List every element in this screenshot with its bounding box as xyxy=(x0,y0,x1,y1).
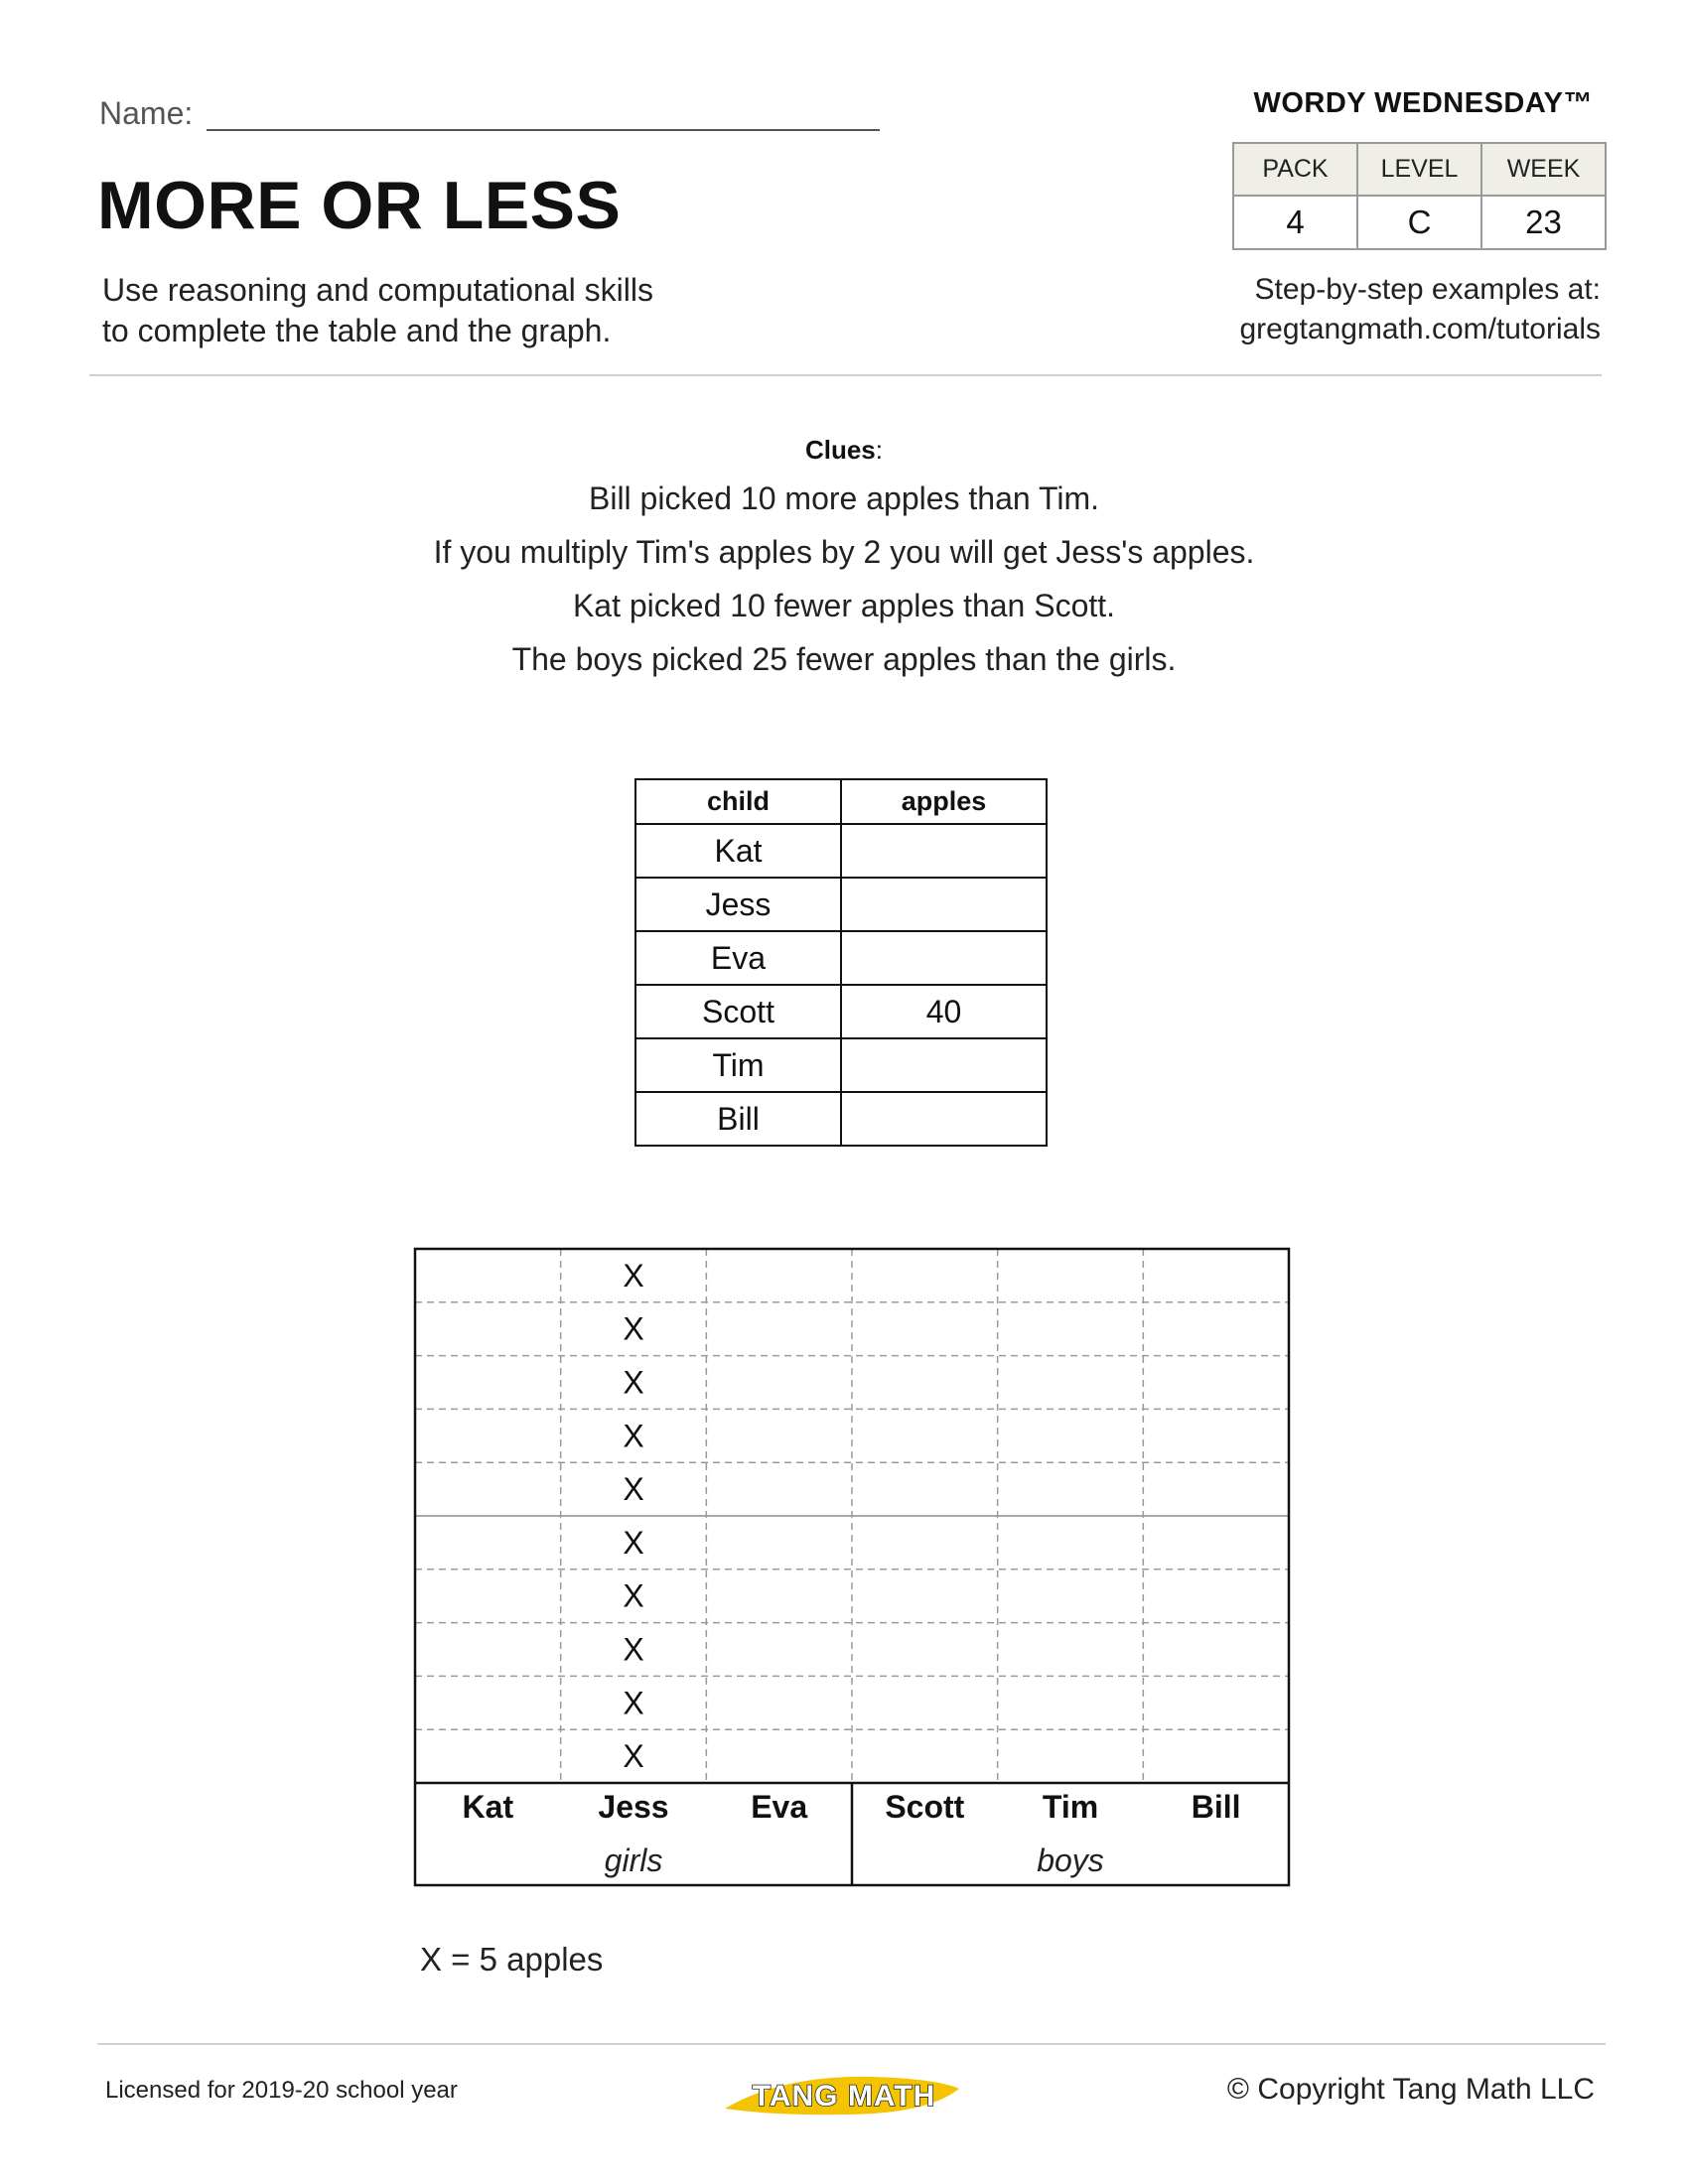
instructions-line-2: to complete the table and the graph. xyxy=(102,313,612,348)
child-cell: Tim xyxy=(635,1038,841,1092)
child-column-header: child xyxy=(635,779,841,824)
clues-heading: Clues: xyxy=(804,435,884,465)
category-label-eva: Eva xyxy=(751,1789,808,1825)
table-row xyxy=(635,931,1047,985)
x-mark: X xyxy=(623,1364,644,1401)
apples-cell[interactable] xyxy=(841,1092,1047,1146)
worksheet-title: MORE OR LESS xyxy=(97,168,622,243)
group-label-boys: boys xyxy=(1037,1843,1104,1878)
x-mark: X xyxy=(623,1577,644,1614)
week-header: WEEK xyxy=(1481,143,1606,196)
apples-cell[interactable] xyxy=(841,824,1047,878)
table-row xyxy=(635,1038,1047,1092)
category-label-jess: Jess xyxy=(598,1789,669,1825)
child-cell: Bill xyxy=(635,1092,841,1146)
clue-4: The boys picked 25 fewer apples than the girls. xyxy=(511,641,1177,677)
header-divider xyxy=(89,374,1602,376)
graph-key: X = 5 apples xyxy=(420,1941,604,1978)
child-cell: Jess xyxy=(635,878,841,931)
copyright-notice: © Copyright Tang Math LLC xyxy=(1226,2073,1595,2106)
logo-text: TANG MATH xyxy=(752,2080,936,2113)
clue-2: If you multiply Tim's apples by 2 you will get Jess's apples. xyxy=(433,534,1255,570)
category-label-scott: Scott xyxy=(885,1789,965,1825)
pack-header: PACK xyxy=(1233,143,1357,196)
clues-heading-text: Clues xyxy=(804,435,876,465)
apples-cell[interactable] xyxy=(841,1038,1047,1092)
tutorial-line-1: Step-by-step examples at: xyxy=(1254,273,1601,306)
footer-divider xyxy=(97,2043,1606,2045)
x-mark: X xyxy=(623,1738,644,1775)
child-cell: Kat xyxy=(635,824,841,878)
group-label-girls: girls xyxy=(604,1843,663,1878)
tutorial-reference xyxy=(1005,270,1601,349)
license-notice: Licensed for 2019-20 school year xyxy=(105,2077,458,2104)
apples-column-header: apples xyxy=(841,779,1047,824)
x-mark: X xyxy=(623,1471,644,1508)
child-cell: Scott xyxy=(635,985,841,1038)
table-row xyxy=(635,985,1047,1038)
x-mark: X xyxy=(623,1418,644,1454)
pack-value: 4 xyxy=(1233,196,1357,249)
pictograph xyxy=(413,1247,1291,1887)
table-row xyxy=(635,824,1047,878)
x-mark: X xyxy=(623,1524,644,1561)
apples-cell[interactable] xyxy=(841,931,1047,985)
table-row xyxy=(635,878,1047,931)
instructions-line-1: Use reasoning and computational skills xyxy=(102,272,653,308)
level-header: LEVEL xyxy=(1357,143,1481,196)
tang-math-logo xyxy=(723,2069,961,2120)
x-mark: X xyxy=(623,1310,644,1347)
worksheet-instructions xyxy=(102,270,653,351)
table-row xyxy=(635,1092,1047,1146)
name-label: Name: xyxy=(99,95,194,131)
week-value: 23 xyxy=(1481,196,1606,249)
x-mark: X xyxy=(623,1685,644,1721)
clue-3: Kat picked 10 fewer apples than Scott. xyxy=(572,588,1116,623)
clue-1: Bill picked 10 more apples than Tim. xyxy=(588,480,1100,516)
clues-section xyxy=(0,435,1688,686)
series-name: WORDY WEDNESDAY™ xyxy=(1253,87,1593,119)
name-line[interactable] xyxy=(207,129,880,131)
category-label-kat: Kat xyxy=(462,1789,514,1825)
apples-cell[interactable] xyxy=(841,878,1047,931)
category-label-tim: Tim xyxy=(1042,1789,1099,1825)
category-label-bill: Bill xyxy=(1191,1789,1241,1825)
child-cell: Eva xyxy=(635,931,841,985)
apples-table xyxy=(634,778,1048,1147)
apples-cell[interactable]: 40 xyxy=(841,985,1047,1038)
tutorial-link[interactable]: gregtangmath.com/tutorials xyxy=(1239,313,1601,345)
x-mark: X xyxy=(623,1631,644,1668)
level-value: C xyxy=(1357,196,1481,249)
x-mark: X xyxy=(623,1257,644,1294)
pack-level-week-table xyxy=(1232,142,1607,250)
